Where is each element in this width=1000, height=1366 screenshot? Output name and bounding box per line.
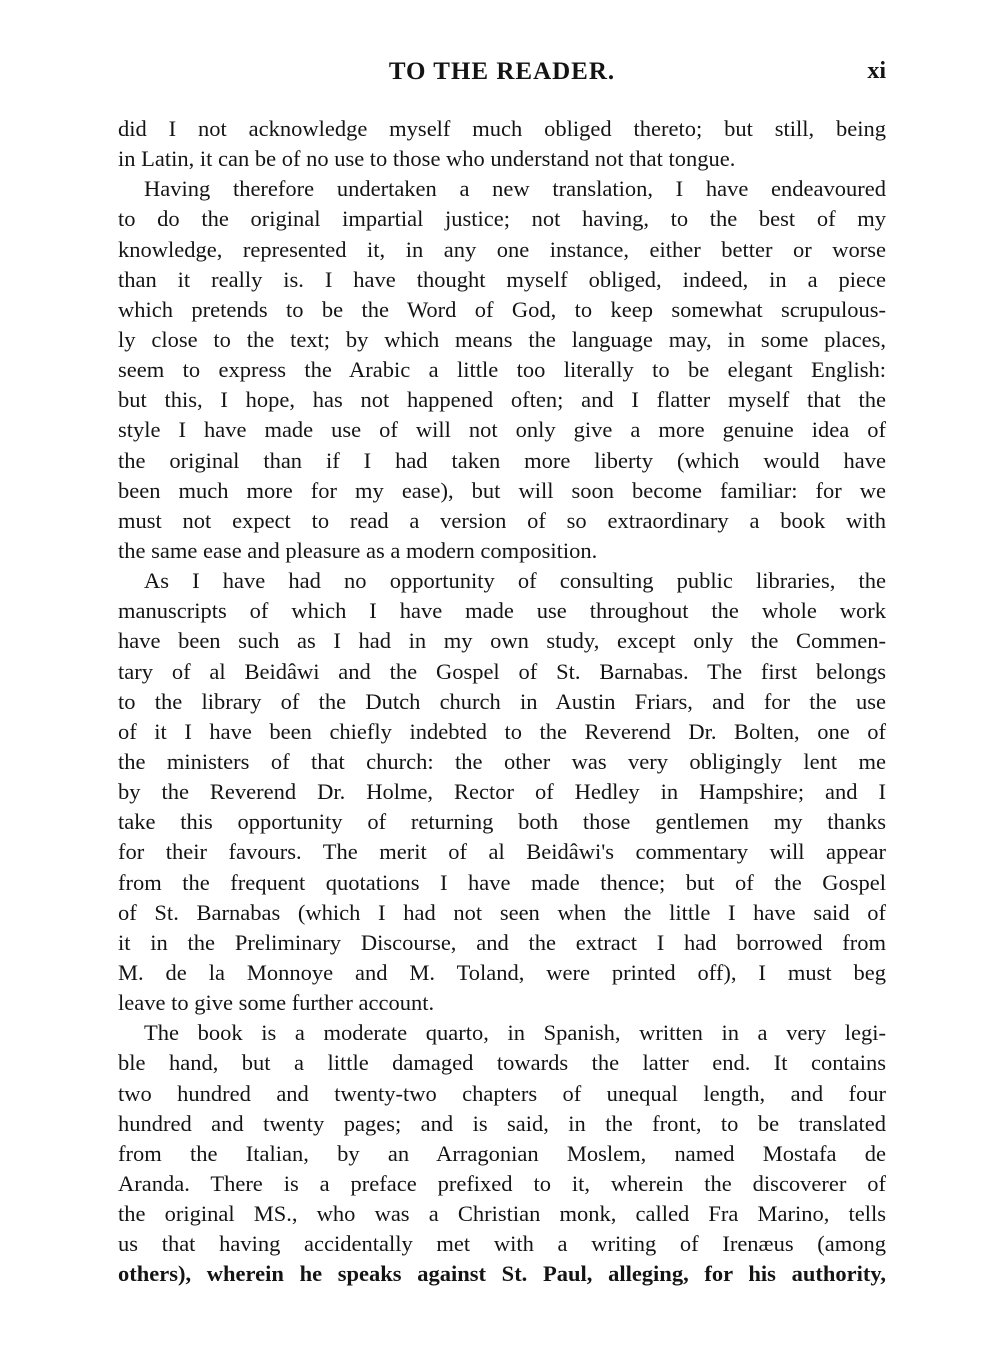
text-line: style I have made use of will not only give a more genuine idea of bbox=[118, 417, 886, 443]
page-header bbox=[118, 58, 886, 98]
paragraph-start-line: Having therefore undertaken a new translation, I have endeavoured bbox=[144, 176, 886, 202]
text-line: must not expect to read a version of so extraordinary a book with bbox=[118, 507, 886, 533]
text-line: knowledge, represented it, in any one instance, either better or worse bbox=[118, 236, 886, 262]
text-line: from the Italian, by an Arragonian Moslem, named Mostafa de bbox=[118, 1140, 886, 1166]
text-line: the same ease and pleasure as a modern composition. bbox=[118, 537, 598, 563]
text-line: seem to express the Arabic a little too literally to be elegant English: bbox=[118, 357, 886, 383]
text-line: manuscripts of which I have made use throughout the whole work bbox=[118, 598, 886, 624]
body-text bbox=[118, 114, 886, 1289]
text-line: hundred and twenty pages; and is said, in the front, to be translated bbox=[118, 1110, 886, 1136]
running-head: TO THE READER. bbox=[388, 58, 616, 85]
page-number: xi bbox=[867, 58, 886, 84]
text-line: us that having accidentally met with a writing of Irenæus (among bbox=[118, 1231, 886, 1257]
text-line: of St. Barnabas (which I had not seen when the little I have said of bbox=[118, 899, 886, 925]
text-line: by the Reverend Dr. Holme, Rector of Hedley in Hampshire; and I bbox=[118, 779, 886, 805]
text-line: did I not acknowledge myself much obliged thereto; but still, being bbox=[118, 116, 886, 141]
text-line: but this, I hope, has not happened often; and I flatter myself that the bbox=[118, 387, 886, 413]
text-line: tary of al Beidâwi and the Gospel of St. Barnabas. The first belongs bbox=[118, 658, 886, 684]
text-line: have been such as I had in my own study, except only the Commen- bbox=[118, 628, 886, 654]
text-line: the original MS., who was a Christian monk, called Fra Marino, tells bbox=[118, 1201, 886, 1227]
text-line: in Latin, it can be of no use to those who understand not that tongue. bbox=[118, 146, 736, 172]
text-line: leave to give some further account. bbox=[118, 990, 435, 1016]
text-line: the ministers of that church: the other was very obligingly lent me bbox=[118, 748, 886, 774]
text-line: than it really is. I have thought myself obliged, indeed, in a piece bbox=[118, 266, 886, 292]
text-line: to do the original impartial justice; not having, to the best of my bbox=[118, 206, 886, 232]
text-line: Aranda. There is a preface prefixed to it, wherein the discoverer of bbox=[118, 1170, 886, 1196]
paragraph-start-line: The book is a moderate quarto, in Spanish, written in a very legi- bbox=[144, 1020, 886, 1046]
text-line: which pretends to be the Word of God, to keep somewhat scrupulous- bbox=[118, 296, 886, 322]
text-line: from the frequent quotations I have made thence; but of the Gospel bbox=[118, 869, 886, 895]
text-line: for their favours. The merit of al Beidâwi's commentary will appear bbox=[118, 839, 886, 865]
text-line: to the library of the Dutch church in Austin Friars, and for the use bbox=[118, 688, 886, 714]
text-line: ble hand, but a little damaged towards the latter end. It contains bbox=[118, 1050, 886, 1076]
text-line: others), wherein he speaks against St. Paul, alleging, for his authority, bbox=[118, 1261, 886, 1287]
text-line: it in the Preliminary Discourse, and the extract I had borrowed from bbox=[118, 929, 886, 955]
text-line: ly close to the text; by which means the language may, in some places, bbox=[118, 326, 886, 352]
paragraph-start-line: As I have had no opportunity of consulting public libraries, the bbox=[144, 568, 886, 594]
text-line: been much more for my ease), but will soon become familiar: for we bbox=[118, 477, 886, 503]
text-line: take this opportunity of returning both those gentlemen my thanks bbox=[118, 809, 886, 835]
text-line: of it I have been chiefly indebted to the Reverend Dr. Bolten, one of bbox=[118, 718, 886, 744]
text-line: M. de la Monnoye and M. Toland, were printed off), I must beg bbox=[118, 959, 886, 985]
text-line: two hundred and twenty-two chapters of unequal length, and four bbox=[118, 1080, 886, 1106]
text-line: the original than if I had taken more liberty (which would have bbox=[118, 447, 886, 473]
